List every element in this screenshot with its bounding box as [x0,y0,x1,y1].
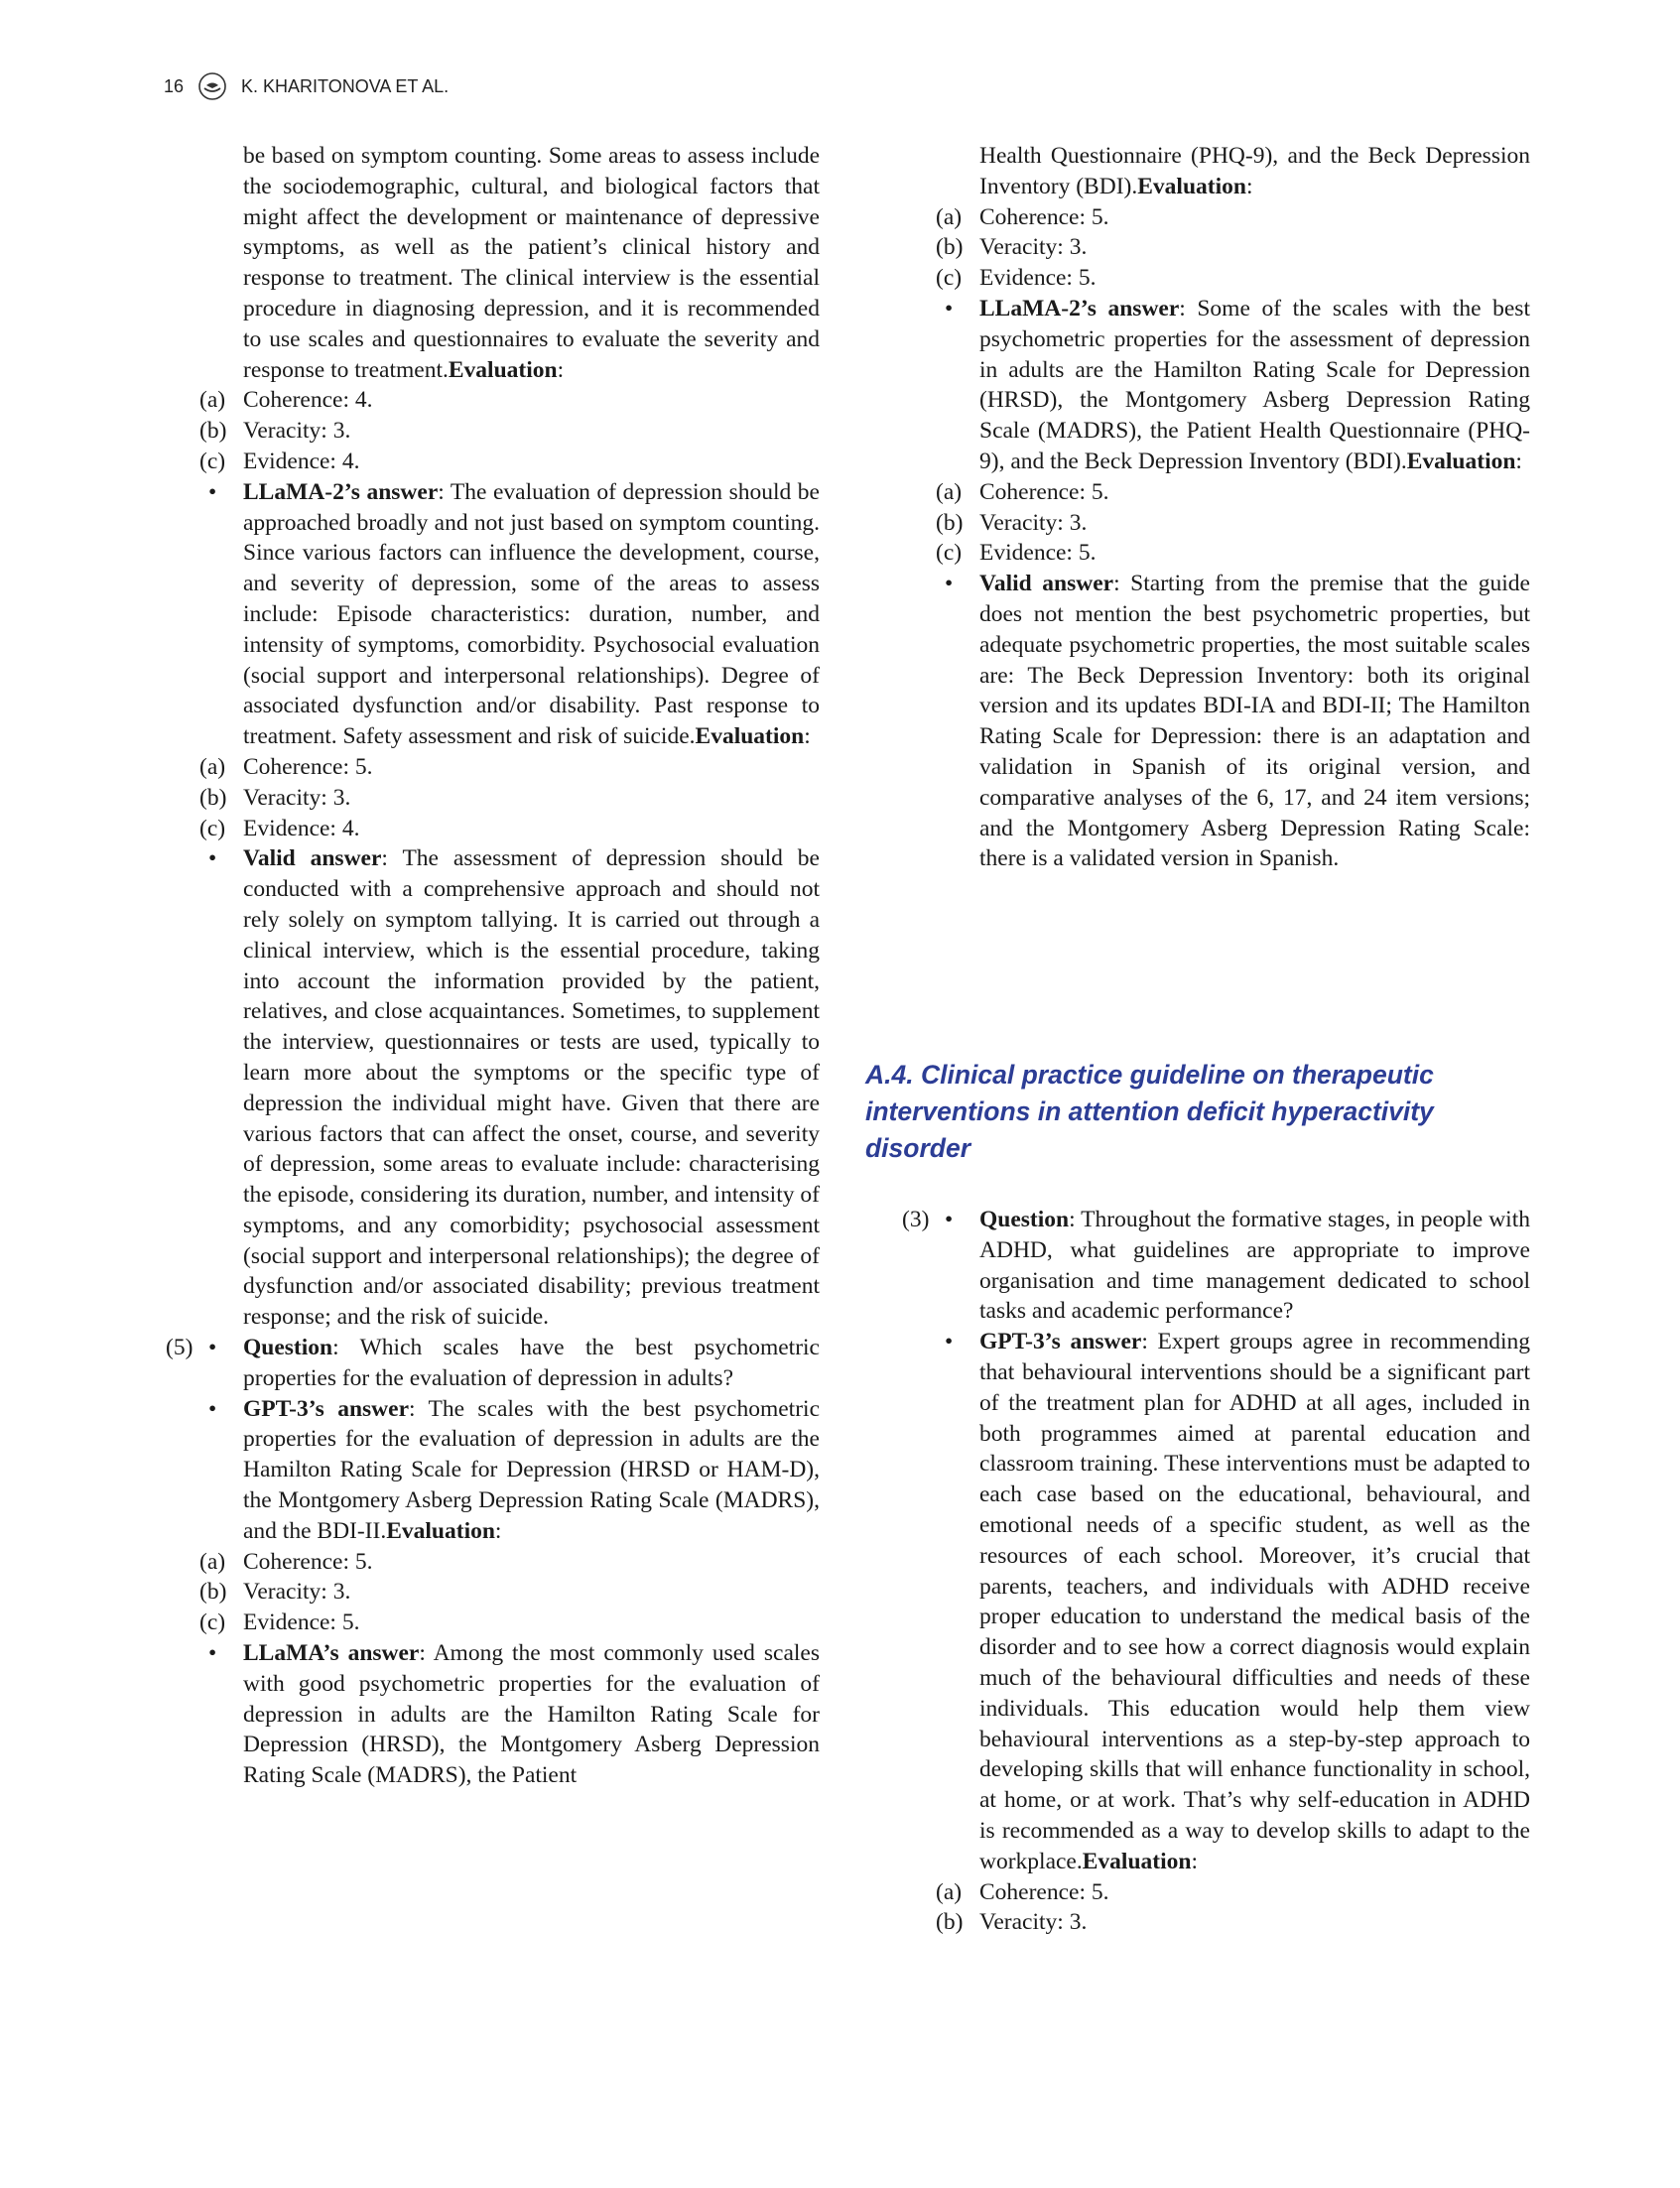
question-5: (5) • Question: Which scales have the best psychometric properties for the evaluation of depression in adults? [166,1335,820,1391]
eval-item: (c) Evidence: 4. [199,448,360,474]
eval-item: (a) Coherence: 5. [199,1548,373,1575]
llama-answer: • LLaMA’s answer: Among the most commonly used scales with good psychometric properties for the evaluation of depression in adults are the Hamilton Rating Scale for Depression (HRSD), the Montgomery Asberg Depression Rating Scale (MADRS), the Patient [208,1640,820,1789]
bullet-icon: • [945,571,954,597]
llama2-answer: • LLaMA-2’s answer: The evaluation of depression should be approached broadly and not just based on symptom counting. Since various factors can influence the development, course, and severity of depression, some of the areas to assess include: Episode characteristics: duration, number, and intensity of symptoms, comorbidity. Psychosocial evaluation (social support and interpersonal relationships). Degree of associated dysfunction and/or disability. Past response to treatment. Safety assessment and risk of suicide.Evaluation: [208,478,820,750]
right-column-bottom [893,1205,1530,1938]
bullet-icon: • [945,295,954,322]
running-authors: K. KHARITONOVA ET AL. [241,75,450,96]
eval-item: (b) Veracity: 3. [936,234,1088,261]
bullet-icon: • [945,1207,954,1232]
valid-answer: • Valid answer: The assessment of depression should be conducted with a comprehensive approach and should not rely solely on symptom tallying. It is carried out through a clinical interview, which is the essential procedure, taking into account the information provided by the patient, relatives, and close acquaintances. Sometimes, to supplement the interview, questionnaires or tests are used, typically to learn more about the symptoms or the specific type of depression the individual might have. Given that there are various factors that can affect the onset, course, and severity of depression, some areas to evaluate include: characterising the episode, considering its duration, number, and intensity of symptoms, and any comorbidity; psychosocial assessment (social support and interpersonal relationships); the degree of dysfunction and/or associated disability; previous treatment response; and the risk of suicide. [208,845,820,1331]
bullet-icon: • [208,478,217,505]
gpt3-answer: • GPT-3’s answer: The scales with the best psychometric properties for the evaluation of depression in adults are the Hamilton Rating Scale for Depression (HRSD or HAM-D), the Montgomery Asberg Depression Rating Scale (MADRS), and the BDI-II.Evaluation: [208,1395,820,1544]
bullet-icon: • [208,1640,217,1667]
eval-item: (a) Coherence: 5. [199,753,373,780]
eval-item: (a) Coherence: 4. [199,387,373,414]
eval-item: (c) Evidence: 4. [199,815,360,841]
eval-item: (b) Veracity: 3. [199,1579,351,1606]
continued-paragraph: Health Questionnaire (PHQ-9), and the Beck Depression Inventory (BDI).Evaluation: [979,143,1530,199]
left-column [157,141,820,1791]
eval-item: (c) Evidence: 5. [199,1609,360,1636]
valid-answer: • Valid answer: Starting from the premise that the guide does not mention the best psychometric properties, but adequate psychometric properties, the most suitable scales are: The Beck Depression Inventory: both its original version and its updates BDI-IA and BDI-II; The Hamilton Rating Scale for Depression: there is an adaptation and validation in Spanish of its original version, and comparative analyses of the 6, 17, and 24 item versions; and the Montgomery Asberg Depression Rating Scale: there is a validated version in Spanish. [945,571,1530,872]
section-heading: A.4. Clinical practice guideline on therapeutic interventions in attention deficit hyperactivity disorder [865,1060,1434,1163]
eval-item: (c) Evidence: 5. [936,540,1097,567]
eval-item: (b) Veracity: 3. [936,1909,1088,1936]
llama2-answer: • LLaMA-2’s answer: Some of the scales with the best psychometric properties for the assessment of depression in adults are the Hamilton Rating Scale for Depression (HRSD), the Montgomery Asberg Depression Rating Scale (MADRS), the Patient Health Questionnaire (PHQ-9), and the Beck Depression Inventory (BDI).Evaluation: [945,295,1530,474]
page-number: 16 [164,75,185,96]
eval-item: (b) Veracity: 3. [936,509,1088,536]
bullet-icon: • [208,845,217,872]
question-3: (3) • Question: Throughout the formative stages, in people with ADHD, what guidelines are appropriate to improve organisation and time management dedicated to school tasks and academic performance? [902,1207,1530,1325]
bullet-icon: • [208,1395,217,1422]
bullet-icon: • [208,1335,217,1361]
eval-item: (c) Evidence: 5. [936,265,1097,292]
eval-item: (b) Veracity: 3. [199,418,351,445]
gpt3-answer: • GPT-3’s answer: Expert groups agree in recommending that behavioural interventions should be a significant part of the treatment plan for ADHD at all ages, included in both programmes aimed at parental education and classroom training. These interventions must be adapted to each case based on the educational, behavioural, and emotional needs of a specific student, as well as the resources of each school. Moreover, it’s crucial that parents, teachers, and individuals with ADHD receive proper education to understand the medical basis of the disorder and to see how a correct diagnosis would explain much of the behavioural difficulties and needs of these individuals. This education would help them view behavioural interventions as a step-by-step approach to developing skills that will enhance functionality in school, at home, or at work. That’s why self-education in ADHD is recommended as a way to develop skills to adapt to the workplace.Evaluation: [945,1329,1530,1874]
eval-item: (b) Veracity: 3. [199,784,351,811]
right-column-top [893,141,1530,874]
eval-item: (a) Coherence: 5. [936,1878,1109,1905]
bullet-icon: • [945,1329,954,1355]
intro-paragraph: be based on symptom counting. Some areas to assess include the sociodemographic, cultural, and biological factors that might affect the development or maintenance of depressive symptoms, as well as the patient’s clinical history and response to treatment. The clinical interview is the essential procedure in diagnosing depression, and it is recommended to use scales and questionnaires to evaluate the severity and response to treatment.Evaluation: [243,143,820,383]
eval-item: (a) Coherence: 5. [936,478,1109,505]
running-header [164,71,449,101]
eval-item: (a) Coherence: 5. [936,203,1109,230]
publisher-logo-icon [197,71,227,101]
evaluation-label: Evaluation [448,356,558,383]
